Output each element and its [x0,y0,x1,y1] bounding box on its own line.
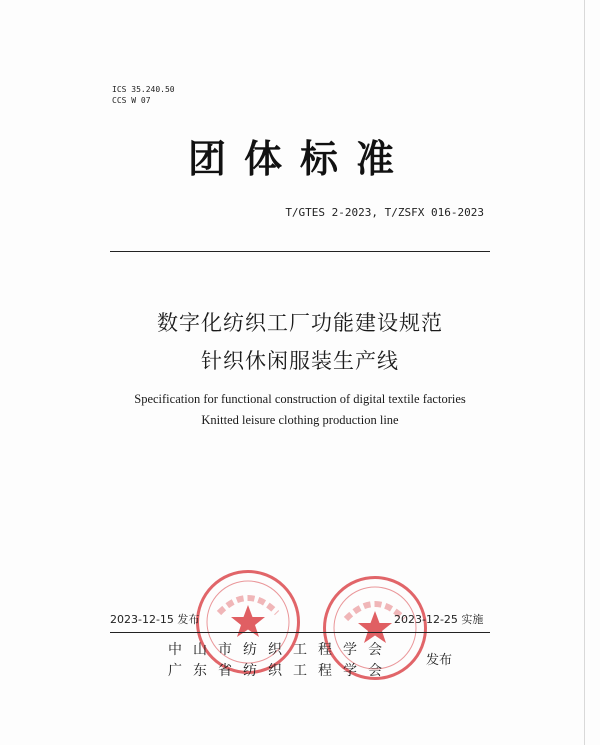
chinese-title-line1: 数字化纺织工厂功能建设规范 [157,311,443,335]
document-type-title: 团体标准 [187,137,412,181]
publisher-guangdong: 广东省纺织工程学会 [168,663,393,679]
standard-number: T/GTES 2-2023, T/ZSFX 016-2023 [285,206,484,219]
footer-divider [110,632,490,633]
implementation-date: 2023-12-25 实施 [394,613,484,626]
chinese-title-line2: 针织休闲服装生产线 [201,349,399,373]
issue-date: 2023-12-15 发布 [110,613,200,626]
header-divider [110,251,490,252]
classification-codes [112,84,175,106]
english-title-line1: Specification for functional construction of digital textile factories [134,392,466,406]
english-title-line2: Knitted leisure clothing production line [201,413,399,427]
ics-code: ICS 35.240.50 [112,85,175,94]
ccs-code: CCS W 07 [112,96,151,105]
publisher-zhongshan: 中山市纺织工程学会 [168,642,393,658]
issued-by-label: 发布 [426,653,453,668]
